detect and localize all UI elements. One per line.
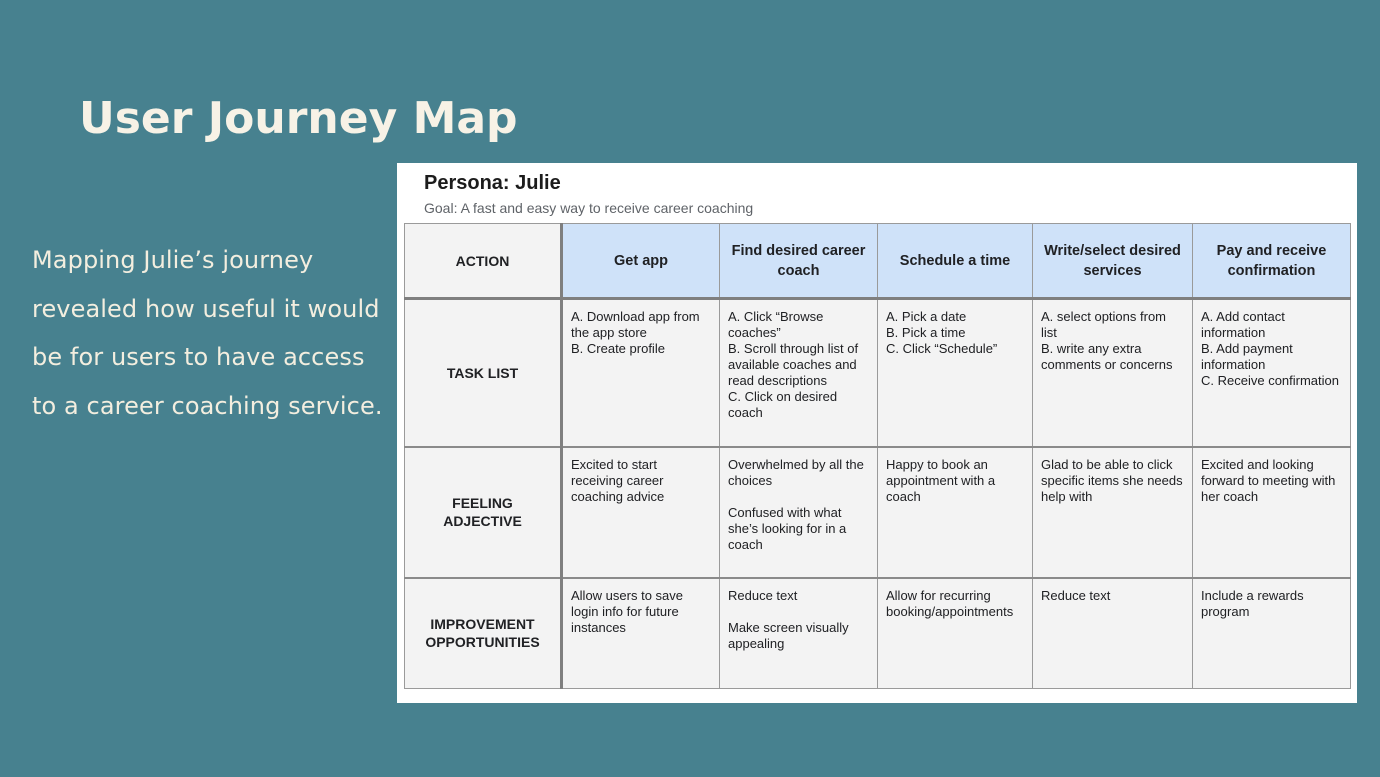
action-get-app: Get app	[562, 224, 720, 299]
journey-map-panel	[397, 163, 1357, 703]
task-cell-schedule-time: A. Pick a date B. Pick a time C. Click “Schedule”	[878, 299, 1033, 447]
task-cell-select-services: A. select options from list B. write any extra comments or concerns	[1033, 299, 1193, 447]
feeling-cell-find-coach: Overwhelmed by all the choices Confused with what she’s looking for in a coach	[720, 447, 878, 578]
improvement-cell-schedule-time: Allow for recurring booking/appointments	[878, 578, 1033, 689]
improvement-cell-get-app: Allow users to save login info for future instances	[562, 578, 720, 689]
feeling-cell-get-app: Excited to start receiving career coaching advice	[562, 447, 720, 578]
improvement-cell-select-services: Reduce text	[1033, 578, 1193, 689]
improvement-cell-pay-confirm: Include a rewards program	[1193, 578, 1351, 689]
intro-paragraph: Mapping Julie’s journey revealed how useful it would be for users to have access to a career coaching service.	[32, 246, 383, 420]
feeling-header: FEELING ADJECTIVE	[405, 447, 562, 578]
task-list-header: TASK LIST	[405, 299, 562, 447]
action-pay-confirm: Pay and receive confirmation	[1193, 224, 1351, 299]
task-list-row	[405, 299, 1351, 447]
task-cell-pay-confirm: A. Add contact information B. Add payment information C. Receive confirmation	[1193, 299, 1351, 447]
task-cell-find-coach: A. Click “Browse coaches” B. Scroll through list of available coaches and read descriptions C. Click on desired coach	[720, 299, 878, 447]
persona-goal: Goal: A fast and easy way to receive career coaching	[424, 200, 754, 216]
feeling-row	[405, 447, 1351, 578]
feeling-cell-schedule-time: Happy to book an appointment with a coach	[878, 447, 1033, 578]
action-schedule-time: Schedule a time	[878, 224, 1033, 299]
task-cell-get-app: A. Download app from the app store B. Create profile	[562, 299, 720, 447]
action-row-header: ACTION	[405, 224, 562, 299]
action-select-services: Write/select desired services	[1033, 224, 1193, 299]
feeling-cell-pay-confirm: Excited and looking forward to meeting with her coach	[1193, 447, 1351, 578]
action-find-coach: Find desired career coach	[720, 224, 878, 299]
improvement-header: IMPROVEMENT OPPORTUNITIES	[405, 578, 562, 689]
persona-name: Persona: Julie	[424, 172, 561, 194]
action-row	[405, 224, 1351, 299]
journey-table	[404, 223, 1351, 689]
slide-title: User Journey Map	[79, 93, 518, 144]
improvement-cell-find-coach: Reduce text Make screen visually appealing	[720, 578, 878, 689]
feeling-cell-select-services: Glad to be able to click specific items she needs help with	[1033, 447, 1193, 578]
improvement-row	[405, 578, 1351, 689]
